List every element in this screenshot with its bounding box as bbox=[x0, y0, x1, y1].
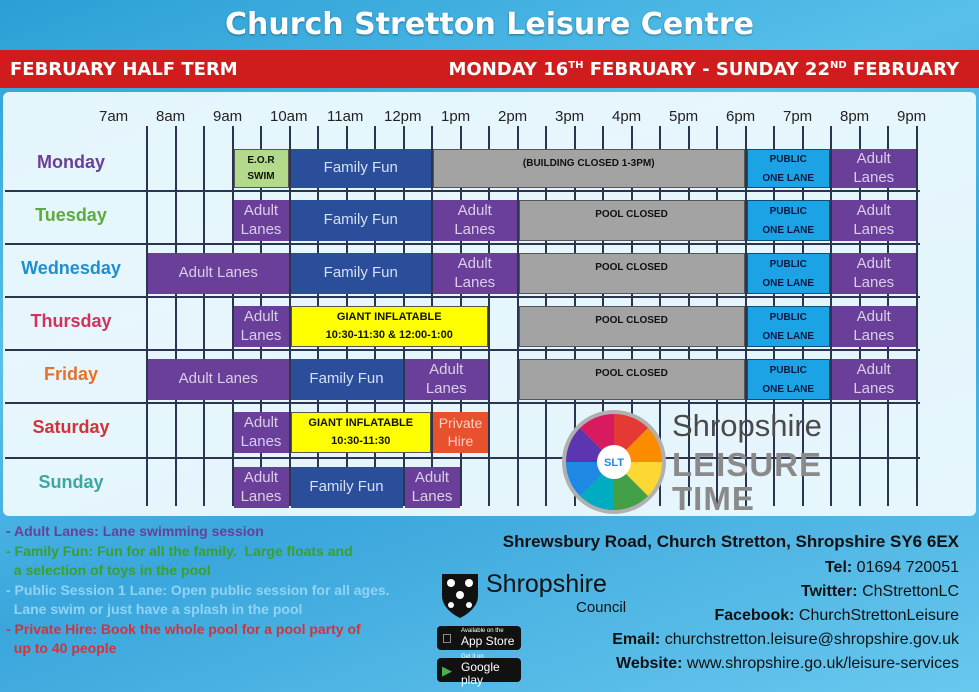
session-block bbox=[405, 467, 460, 508]
page-title: Church Stretton Leisure Centre bbox=[224, 6, 755, 42]
session-block bbox=[747, 359, 831, 400]
session-block bbox=[832, 200, 916, 241]
session-text: Family Fun bbox=[323, 211, 398, 229]
session-block bbox=[234, 306, 289, 347]
grid-line bbox=[146, 126, 148, 506]
session-text: Family Fun bbox=[309, 478, 384, 496]
grid-line bbox=[5, 190, 920, 192]
session-block bbox=[519, 359, 745, 400]
council-subtitle: Council bbox=[576, 599, 627, 616]
grid-line bbox=[5, 296, 920, 298]
hour-label: 10am bbox=[270, 108, 308, 125]
slt-logo bbox=[560, 408, 668, 516]
legend-item: a selection of toys in the pool bbox=[6, 562, 211, 578]
council-crest-icon bbox=[440, 570, 480, 620]
twitter-value[interactable]: ChStrettonLC bbox=[862, 583, 959, 600]
session-text: POOL CLOSED bbox=[595, 315, 668, 326]
session-block bbox=[291, 467, 403, 508]
session-text: Lanes bbox=[411, 487, 453, 505]
email-link[interactable]: churchstretton.leisure@shropshire.gov.uk bbox=[664, 631, 959, 648]
session-block bbox=[291, 253, 432, 294]
session-text: POOL CLOSED bbox=[595, 209, 668, 220]
email-line: Email: churchstretton.leisure@shropshire.gov.uk bbox=[612, 631, 959, 648]
session-text: Lanes bbox=[454, 273, 496, 291]
session-block bbox=[832, 149, 916, 188]
hour-label: 9pm bbox=[897, 108, 927, 125]
day-label: Saturday bbox=[32, 417, 110, 437]
session-block bbox=[519, 253, 745, 294]
session-text: 10:30-11:30 bbox=[331, 434, 391, 447]
legend-item: - Family Fun: Fun for all the family. Large floats and bbox=[6, 542, 353, 559]
session-text: PUBLIC bbox=[769, 364, 807, 376]
hour-label: 1pm bbox=[441, 108, 471, 125]
session-block bbox=[433, 253, 517, 294]
session-text: GIANT INFLATABLE bbox=[336, 310, 442, 323]
day-label: Tuesday bbox=[35, 205, 107, 225]
hour-label: 5pm bbox=[669, 108, 699, 125]
session-text: E.O.R bbox=[247, 154, 275, 166]
session-text: PUBLIC bbox=[769, 311, 807, 323]
session-text: Family Fun bbox=[309, 370, 384, 388]
hour-label: 4pm bbox=[612, 108, 642, 125]
hour-label: 6pm bbox=[726, 108, 756, 125]
session-text: Lanes bbox=[454, 220, 496, 238]
session-text: Adult bbox=[856, 254, 891, 272]
hour-label: 7am bbox=[99, 108, 129, 125]
day-label: Sunday bbox=[38, 472, 104, 492]
session-block bbox=[747, 149, 831, 188]
session-text: Adult bbox=[457, 254, 492, 272]
grid-line bbox=[5, 349, 920, 351]
google-play-badge[interactable]: ▶ Get it on Google play bbox=[437, 658, 521, 682]
session-text: (BUILDING CLOSED 1-3PM) bbox=[522, 158, 655, 169]
session-block bbox=[234, 467, 289, 508]
session-block bbox=[832, 359, 916, 400]
session-text: Lanes bbox=[240, 220, 282, 238]
session-text: ONE LANE bbox=[762, 172, 815, 184]
session-block bbox=[747, 253, 831, 294]
session-block bbox=[234, 149, 289, 188]
leisure-wordmark: LEISURE bbox=[672, 446, 823, 483]
session-text: Adult bbox=[856, 307, 891, 325]
facebook-line: Facebook: ChurchStrettonLeisure bbox=[714, 607, 959, 624]
session-text: Adult bbox=[429, 360, 464, 378]
session-text: Adult bbox=[457, 201, 492, 219]
session-block bbox=[148, 359, 289, 400]
day-label: Thursday bbox=[30, 311, 112, 331]
day-label: Wednesday bbox=[21, 258, 121, 278]
grid-line bbox=[5, 402, 920, 404]
session-text: Adult bbox=[243, 307, 279, 325]
session-text: Lanes bbox=[853, 273, 895, 291]
session-block bbox=[433, 200, 517, 241]
hour-label: 8pm bbox=[840, 108, 870, 125]
hour-label: 11am bbox=[327, 108, 364, 125]
session-text: PUBLIC bbox=[769, 258, 807, 270]
date-banner bbox=[0, 50, 979, 88]
session-block bbox=[832, 306, 916, 347]
session-text: GIANT INFLATABLE bbox=[308, 416, 414, 429]
session-text: Adult Lanes bbox=[178, 264, 258, 282]
legend-item: - Public Session 1 Lane: Open public session for all ages. bbox=[6, 581, 390, 598]
hour-label: 3pm bbox=[555, 108, 585, 125]
session-text: ONE LANE bbox=[762, 383, 815, 395]
session-text: Adult bbox=[856, 201, 891, 219]
legend-item: - Adult Lanes: Lane swimming session bbox=[6, 523, 264, 539]
session-text: Adult bbox=[856, 149, 891, 167]
session-text: Family Fun bbox=[323, 159, 398, 177]
tel-line: Tel: 01694 720051 bbox=[824, 559, 959, 576]
session-text: Hire bbox=[447, 432, 474, 449]
grid-line bbox=[175, 126, 177, 506]
session-text: Lanes bbox=[425, 379, 467, 397]
address: Shrewsbury Road, Church Stretton, Shropshire SY6 6EX bbox=[502, 532, 959, 551]
grid-line bbox=[203, 126, 205, 506]
slt-wheel-icon bbox=[560, 408, 668, 516]
time-wordmark: TIME bbox=[672, 480, 755, 517]
session-block bbox=[519, 306, 745, 347]
day-label: Friday bbox=[43, 364, 99, 384]
session-text: 10:30-11:30 & 12:00-1:00 bbox=[325, 328, 453, 341]
session-text: Lanes bbox=[853, 168, 895, 186]
session-block bbox=[747, 306, 831, 347]
session-text: ONE LANE bbox=[762, 277, 815, 289]
session-text: Adult bbox=[414, 468, 450, 486]
session-text: ONE LANE bbox=[762, 224, 815, 236]
legend-item: up to 40 people bbox=[6, 640, 117, 656]
facebook-value[interactable]: ChurchStrettonLeisure bbox=[798, 607, 959, 624]
play-icon: ▶ bbox=[442, 663, 452, 678]
session-text: POOL CLOSED bbox=[595, 368, 668, 379]
session-block bbox=[747, 200, 831, 241]
legend-item: - Private Hire: Book the whole pool for a pool party of bbox=[6, 620, 361, 637]
hour-label: 12pm bbox=[384, 108, 422, 125]
grid-line bbox=[5, 243, 920, 245]
day-label: Monday bbox=[36, 152, 105, 172]
session-block bbox=[519, 200, 745, 241]
session-text: Adult bbox=[243, 468, 279, 486]
date-range: MONDAY 16TH FEBRUARY - SUNDAY 22ND FEBRUARY bbox=[448, 59, 959, 80]
slt-text: SLT bbox=[604, 457, 624, 469]
apple-icon bbox=[442, 631, 452, 646]
session-text: SWIM bbox=[247, 170, 275, 182]
session-block bbox=[234, 200, 289, 241]
council-logo bbox=[440, 570, 640, 622]
hour-label: 8am bbox=[156, 108, 186, 125]
session-text: POOL CLOSED bbox=[595, 262, 668, 273]
hour-label: 7pm bbox=[783, 108, 813, 125]
session-text: Adult bbox=[856, 360, 891, 378]
legend-item: Lane swim or just have a splash in the pool bbox=[6, 601, 303, 617]
grid-line bbox=[916, 126, 918, 506]
session-text: Lanes bbox=[240, 487, 282, 505]
shropshire-wordmark: Shropshire bbox=[672, 408, 822, 443]
session-text: ONE LANE bbox=[762, 330, 815, 342]
session-block bbox=[433, 412, 488, 453]
term-label: FEBRUARY HALF TERM bbox=[10, 59, 238, 80]
session-text: Lanes bbox=[853, 326, 895, 344]
session-text: PUBLIC bbox=[769, 153, 807, 165]
session-text: Lanes bbox=[240, 432, 282, 450]
session-text: Adult Lanes bbox=[178, 370, 258, 388]
session-block bbox=[405, 359, 489, 400]
session-text: Private bbox=[438, 415, 483, 431]
website-link[interactable]: www.shropshire.go.uk/leisure-services bbox=[686, 655, 959, 672]
session-text: Adult bbox=[243, 201, 279, 219]
session-block bbox=[291, 359, 403, 400]
session-text: Lanes bbox=[240, 326, 282, 344]
session-text: Adult bbox=[243, 413, 279, 431]
twitter-line: Twitter: ChStrettonLC bbox=[801, 583, 959, 600]
session-block bbox=[832, 253, 916, 294]
session-block bbox=[148, 253, 289, 294]
hour-label: 2pm bbox=[498, 108, 528, 125]
session-block bbox=[433, 149, 745, 188]
session-block bbox=[291, 306, 489, 347]
session-block bbox=[234, 412, 289, 453]
session-block bbox=[291, 200, 432, 241]
website-line: Website: www.shropshire.go.uk/leisure-services bbox=[616, 655, 959, 672]
session-text: Lanes bbox=[853, 220, 895, 238]
council-name: Shropshire bbox=[486, 570, 607, 598]
app-store-badge[interactable]: Available on the App Store bbox=[437, 626, 521, 650]
legend bbox=[6, 522, 426, 659]
session-block bbox=[291, 149, 432, 188]
hour-label: 9am bbox=[213, 108, 243, 125]
session-text: Family Fun bbox=[323, 264, 398, 282]
tel-value[interactable]: 01694 720051 bbox=[856, 559, 959, 576]
session-text: Lanes bbox=[853, 379, 895, 397]
session-block bbox=[291, 412, 432, 453]
session-text: PUBLIC bbox=[769, 205, 807, 217]
